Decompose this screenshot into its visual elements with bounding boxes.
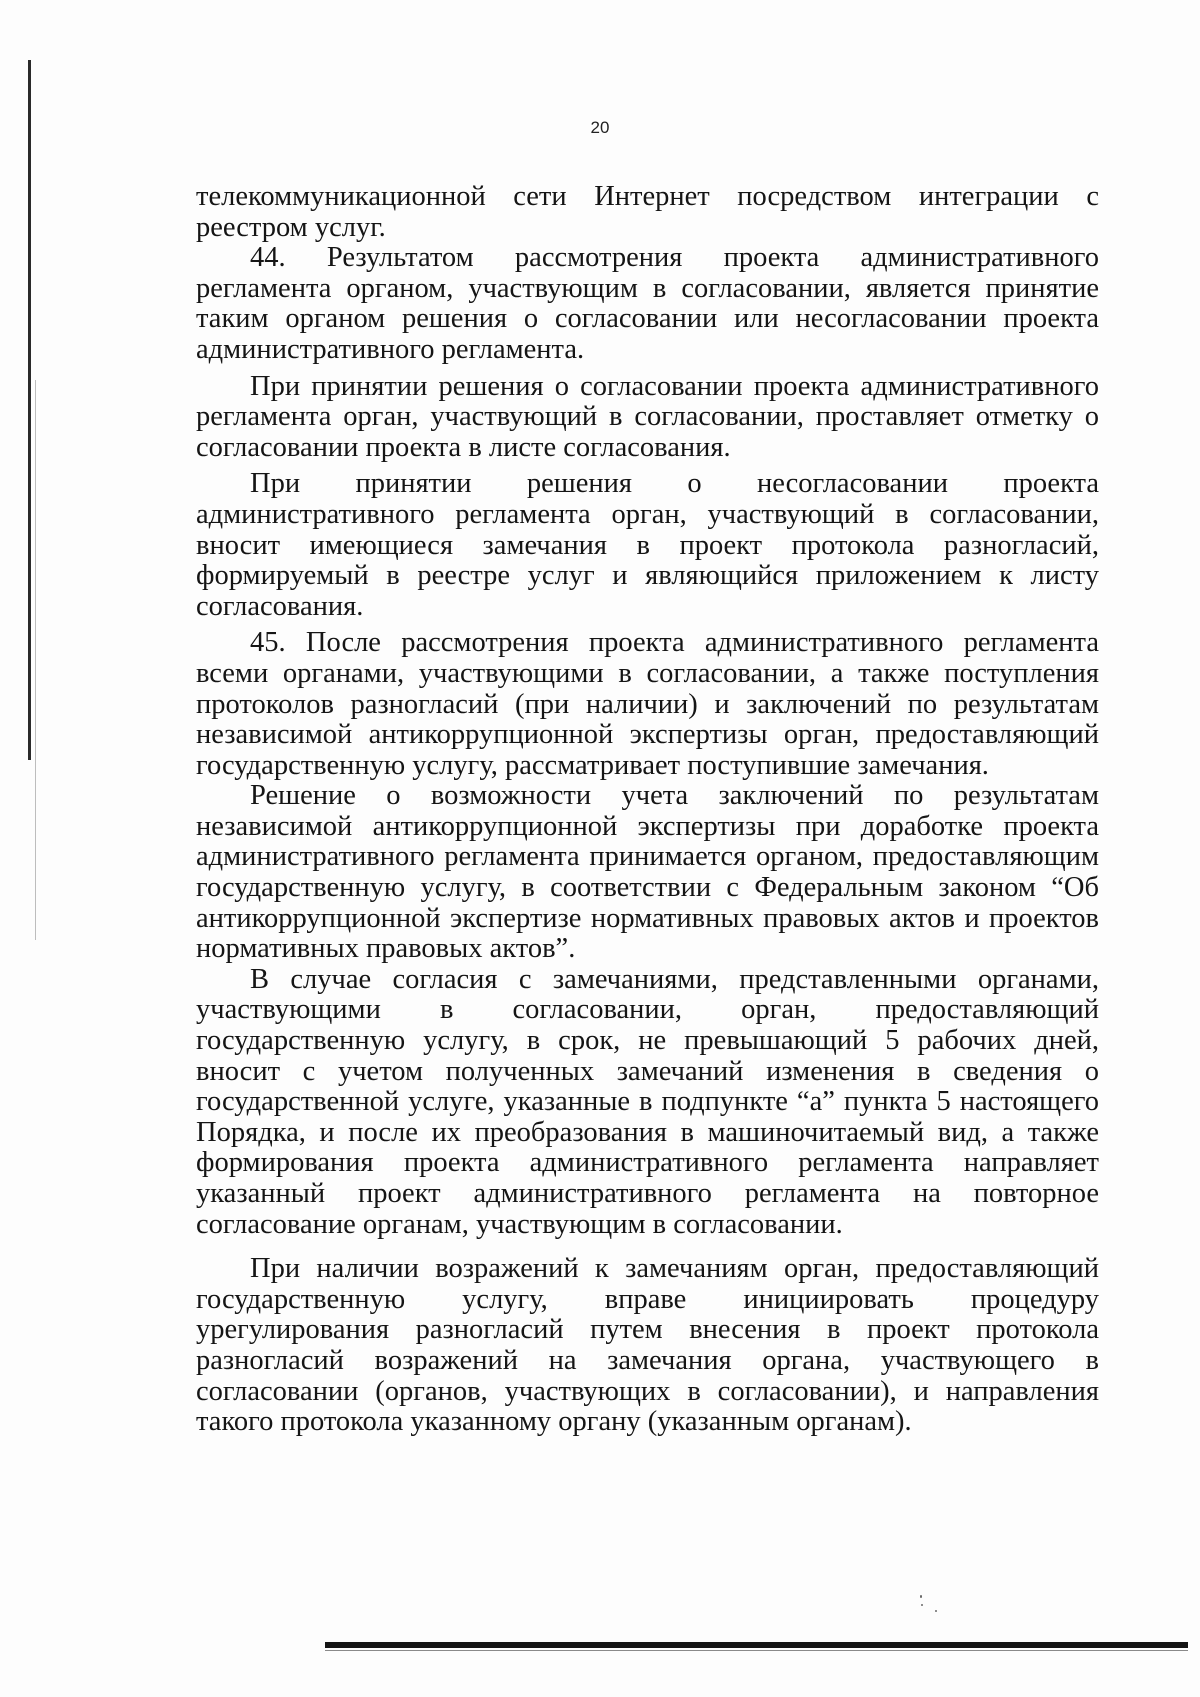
paragraph-item-45: 45. После рассмотрения проекта административного регламента всеми органами, участвующими в согласовании, а также поступления протоколов разногласий (при наличии) и заключений по результатам независимой антикоррупционной экспертизы орган, предоставляющий государственную услугу, рассматривает поступившие замечания. — [196, 627, 1099, 781]
paragraph-continuation: телекоммуникационной сети Интернет посредством интеграции с реестром услуг. — [196, 181, 1099, 243]
scan-edge-line — [28, 60, 31, 760]
scan-edge-faint-line — [35, 380, 36, 940]
paragraph-decision: Решение о возможности учета заключений по результатам независимой антикоррупционной экспертизы при доработке проекта административного регламента принимается органом, предоставляющим государственную услугу, в соответствии с Федеральным законом “Об антикоррупционной экспертизе нормативных правовых актов и проектов нормативных правовых актов”. — [196, 780, 1099, 965]
paragraph-item-44: 44. Результатом рассмотрения проекта административного регламента органом, участвующим в согласовании, является принятие таким органом решения о согласовании или несогласовании проекта административного регламента. — [196, 242, 1099, 365]
scan-speck — [920, 1595, 922, 1598]
document-body — [196, 182, 1099, 1438]
scan-speck — [921, 1604, 923, 1606]
page-number: 20 — [590, 118, 610, 137]
paragraph-objections: При наличии возражений к замечаниям орган, предоставляющий государственную услугу, вправе инициировать процедуру урегулирования разногласий путем внесения в проект протокола разногласий возражений на замечания органа, участвующего в согласовании (органов, участвующих в согласовании), и направления такого протокола указанному органу (указанным органам). — [196, 1253, 1099, 1438]
footer-rule — [325, 1642, 1188, 1648]
paragraph-disapproval: При принятии решения о несогласовании проекта административного регламента орган, участвующий в согласовании, вносит имеющиеся замечания в проект протокола разногласий, формируемый в реестре услуг и являющийся приложением к листу согласования. — [196, 468, 1099, 622]
scan-speck — [935, 1610, 937, 1612]
paragraph-agreement: В случае согласия с замечаниями, представленными органами, участвующими в согласовании, орган, предоставляющий государственную услугу, в срок, не превышающий 5 рабочих дней, вносит с учетом полученных замечаний изменения в сведения о государственной услуге, указанные в подпункте “а” пункта 5 настоящего Порядка, и после их преобразования в машиночитаемый вид, а также формирования проекта административного регламента направляет указанный проект административного регламента на повторное согласование органам, участвующим в согласовании. — [196, 963, 1099, 1240]
footer-rule-faint — [325, 1650, 1188, 1651]
paragraph-approval: При принятии решения о согласовании проекта административного регламента орган, участвующий в согласовании, проставляет отметку о согласовании проекта в листе согласования. — [196, 370, 1099, 463]
